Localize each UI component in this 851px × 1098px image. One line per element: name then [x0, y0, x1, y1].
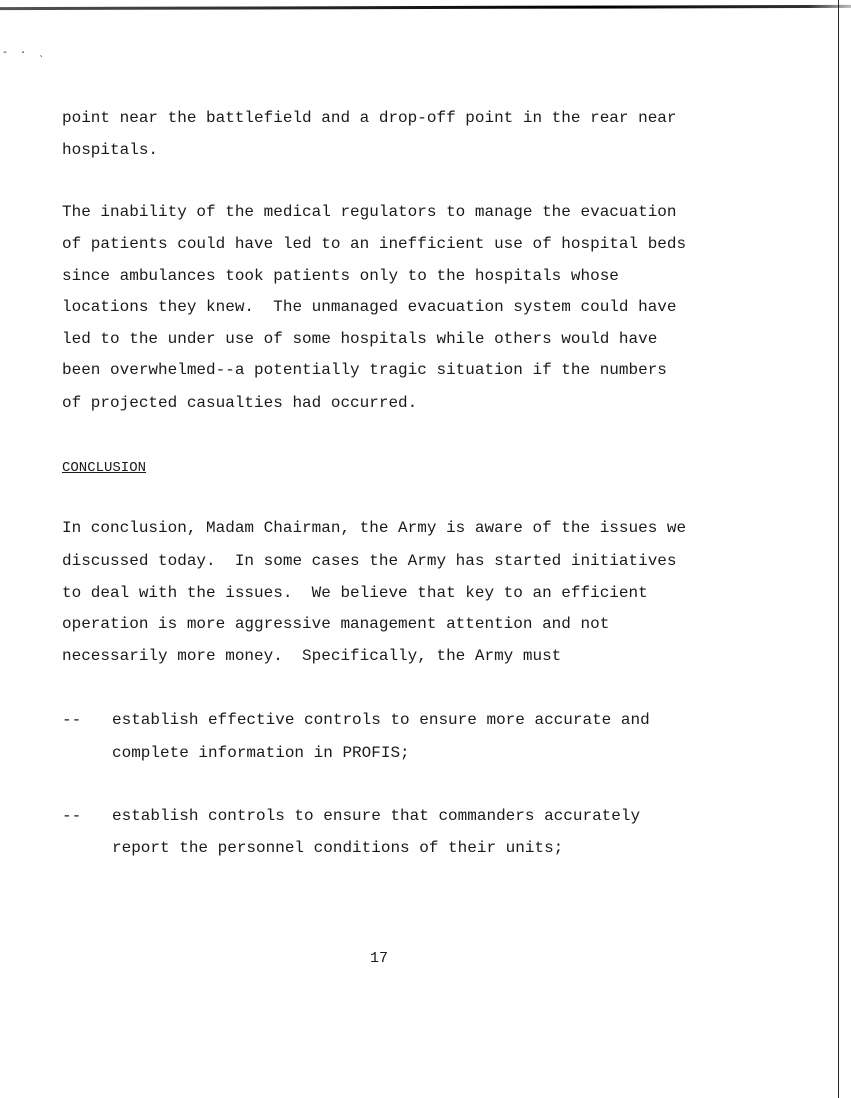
text-line: hospitals. [62, 141, 159, 159]
text-line: necessarily more money. Specifically, the Army must [62, 647, 562, 665]
text-line: establish controls to ensure that commanders accurately [112, 807, 641, 825]
bullet-marker: -- [62, 711, 82, 729]
text-line: since ambulances took patients only to the hospitals whose [62, 267, 619, 285]
text-line: to deal with the issues. We believe that key to an efficient [62, 584, 648, 602]
text-line: establish effective controls to ensure more accurate and [112, 711, 650, 729]
text-line: report the personnel conditions of their units; [112, 839, 564, 857]
text-line: complete information in PROFIS; [112, 744, 410, 762]
page-number: 17 [370, 950, 389, 967]
text-line: The inability of the medical regulators to manage the evacuation [62, 203, 677, 221]
text-line: of projected casualties had occurred. [62, 394, 418, 412]
bullet-marker: -- [62, 807, 82, 825]
text-line: operation is more aggressive management attention and not [62, 615, 610, 633]
text-line: been overwhelmed--a potentially tragic situation if the numbers [62, 361, 667, 379]
text-line: point near the battlefield and a drop-off point in the rear near [62, 109, 677, 127]
text-line: locations they knew. The unmanaged evacuation system could have [62, 298, 677, 316]
scan-top-border [0, 5, 851, 10]
scan-marks: - · ˎ [2, 48, 48, 59]
text-line: led to the under use of some hospitals while others would have [62, 330, 658, 348]
text-line: of patients could have led to an inefficient use of hospital beds [62, 235, 687, 253]
text-line: discussed today. In some cases the Army has started initiatives [62, 552, 677, 570]
scan-right-border [838, 0, 839, 1098]
section-heading: CONCLUSION [62, 460, 147, 476]
text-line: In conclusion, Madam Chairman, the Army is aware of the issues we [62, 519, 687, 537]
